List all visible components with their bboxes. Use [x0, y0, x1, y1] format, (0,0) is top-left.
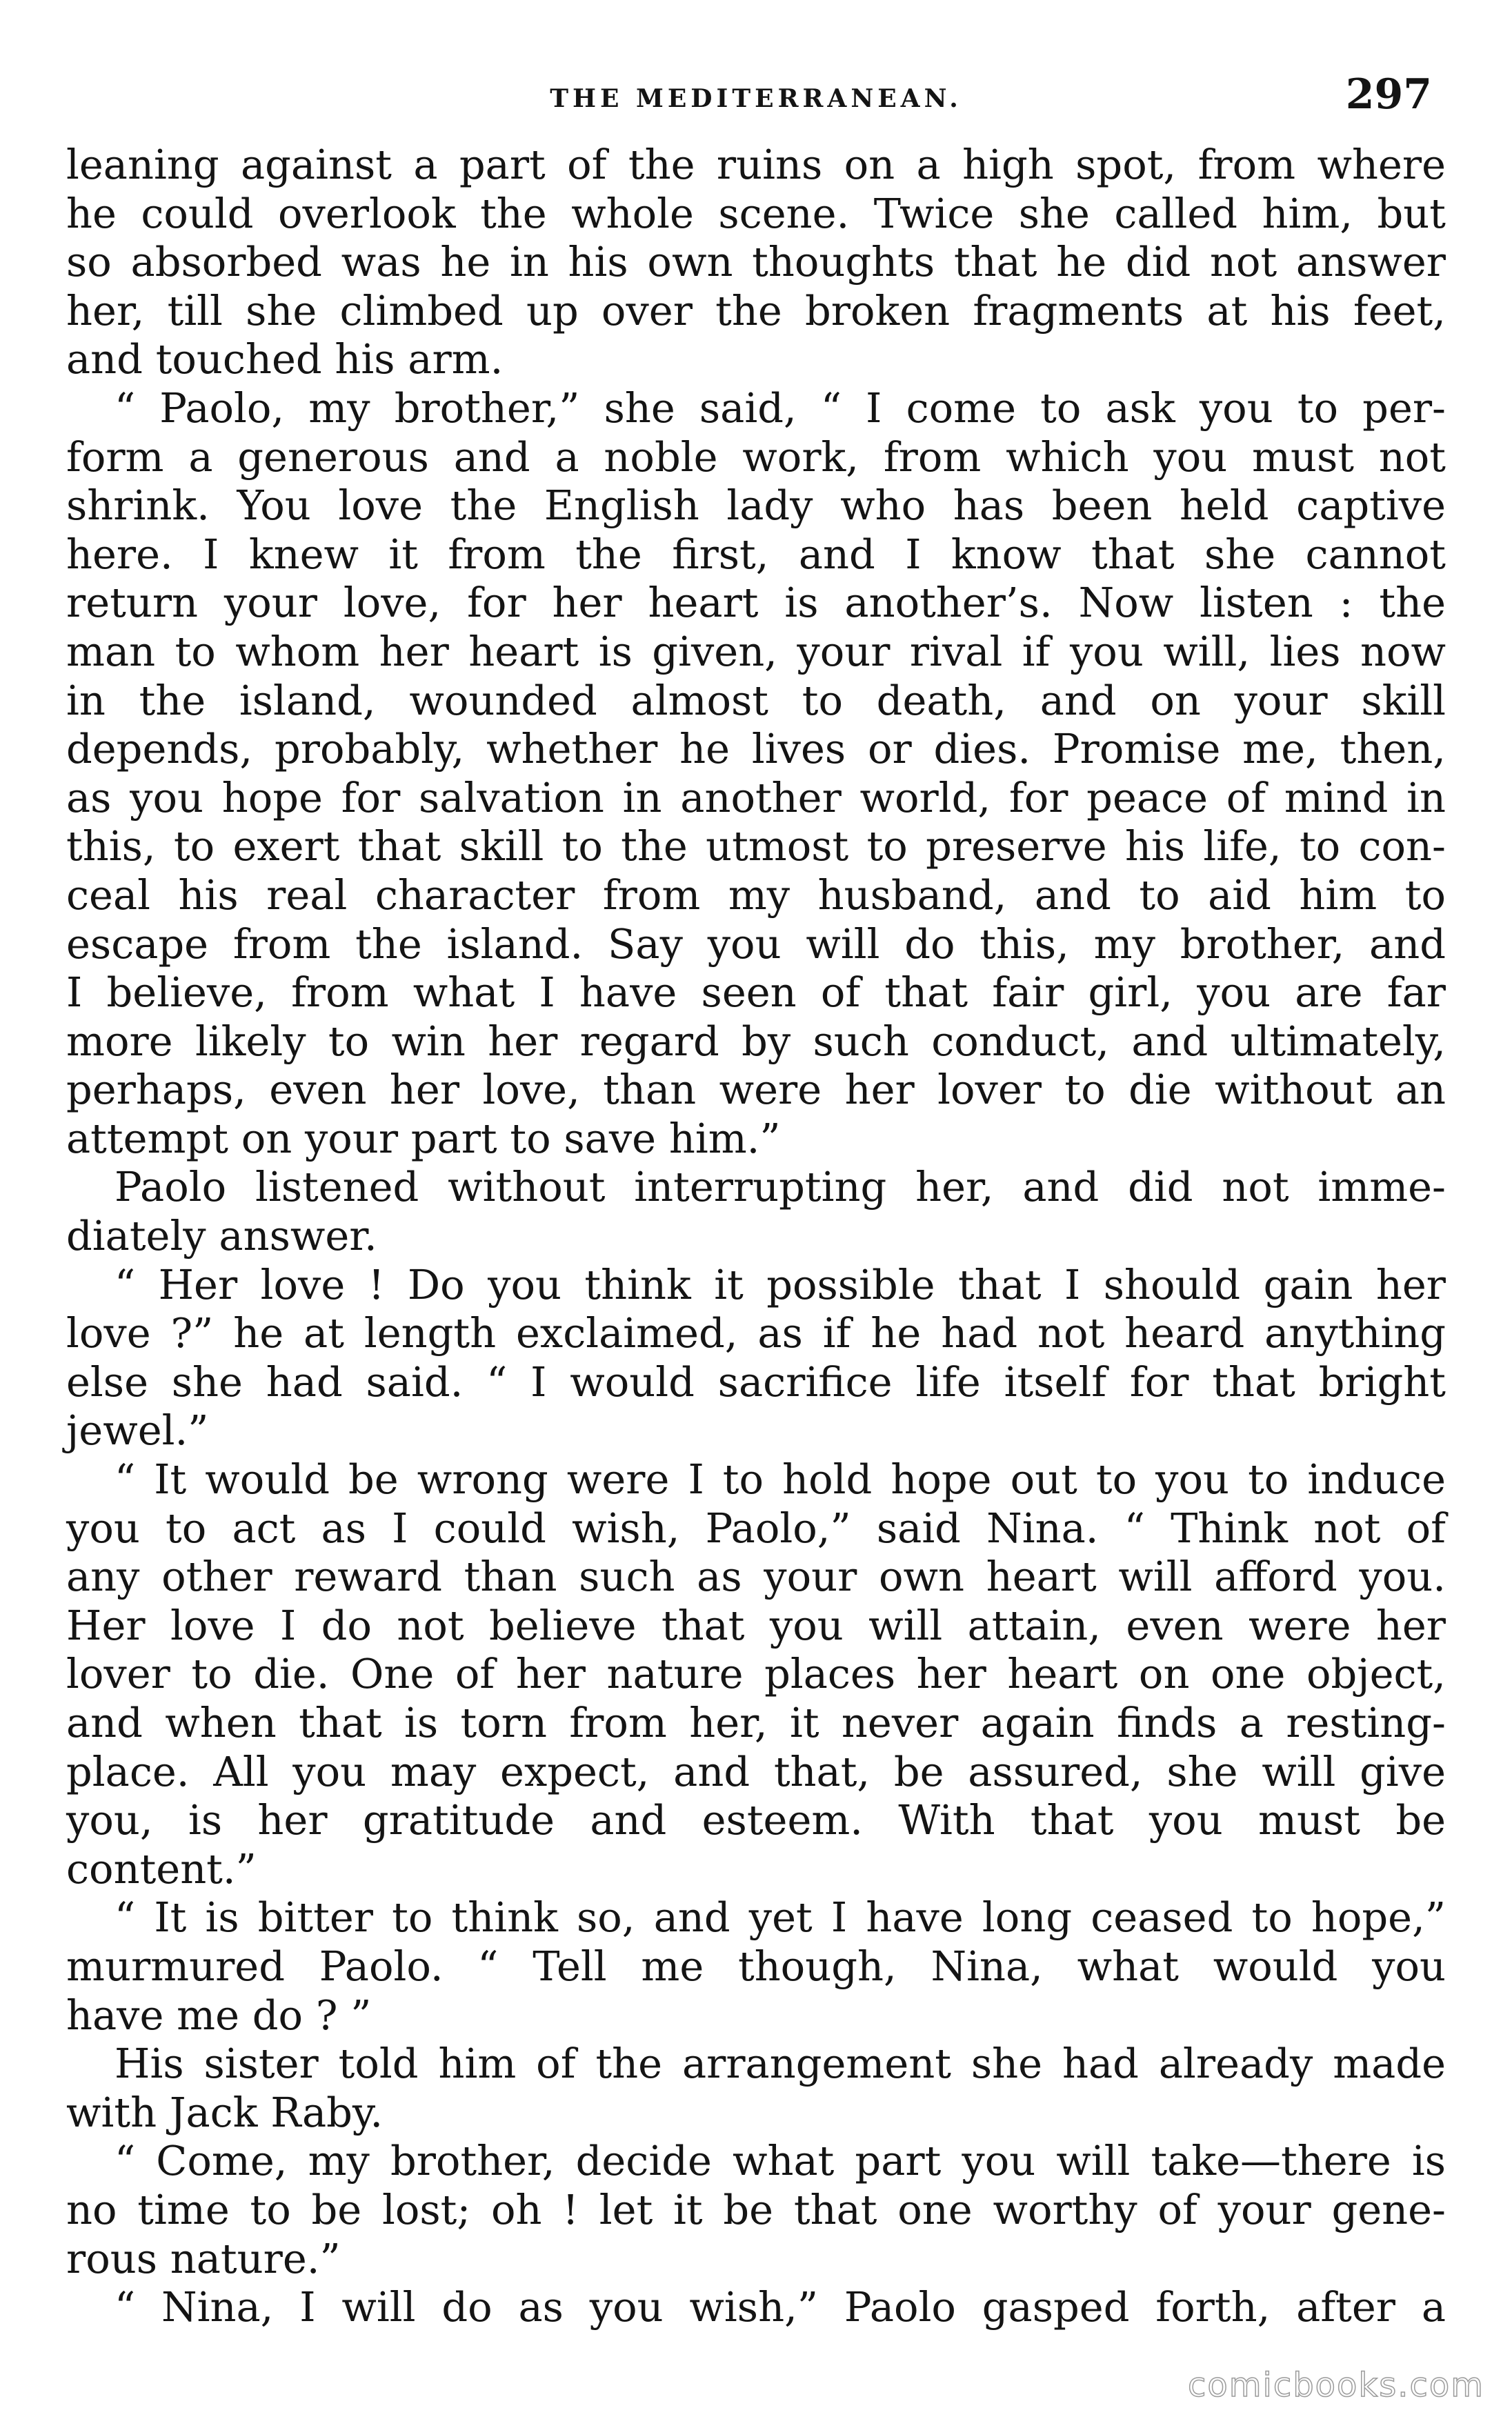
text-line: lover to die. One of her nature places her heart on one object, [66, 1650, 1446, 1698]
text-line: you, is her gratitude and esteem. With that you must be [66, 1796, 1446, 1844]
text-line: return your love, for her heart is another’s. Now listen : the [66, 579, 1446, 627]
text-line: you to act as I could wish, Paolo,” said Nina. “ Think not of [66, 1504, 1446, 1552]
text-line: content.” [66, 1844, 257, 1893]
text-line: in the island, wounded almost to death, and on your skill [66, 676, 1446, 724]
text-line: and touched his arm. [66, 335, 504, 384]
text-line: “ Her love ! Do you think it possible that I should gain her [115, 1260, 1446, 1308]
text-line: love ?” he at length exclaimed, as if he had not heard anything [66, 1309, 1446, 1357]
text-line: with Jack Raby. [66, 2088, 384, 2136]
text-line: attempt on your part to save him.” [66, 1114, 781, 1162]
text-line: no time to be lost; oh ! let it be that one worthy of your gene- [66, 2185, 1446, 2233]
text-line: murmured Paolo. “ Tell me though, Nina, what would you [66, 1942, 1446, 1990]
text-line: and when that is torn from her, it never again finds a resting- [66, 1699, 1446, 1747]
text-line: any other reward than such as your own heart will afford you. [66, 1553, 1446, 1601]
text-line: escape from the island. Say you will do this, my brother, and [66, 919, 1446, 968]
text-line: man to whom her heart is given, your rival if you will, lies now [66, 627, 1446, 675]
text-line: diately answer. [66, 1212, 377, 1260]
text-line: here. I knew it from the first, and I know that she cannot [66, 530, 1446, 578]
text-line: His sister told him of the arrangement she had already made [115, 2040, 1446, 2088]
body-text [66, 141, 1446, 2332]
text-line: rous nature.” [66, 2234, 341, 2282]
text-line: he could overlook the whole scene. Twice she called him, but [66, 189, 1446, 237]
text-line: I believe, from what I have seen of that fair girl, you are far [66, 968, 1446, 1017]
page-number: 297 [1345, 70, 1432, 119]
text-line: “ Nina, I will do as you wish,” Paolo gasped forth, after a [115, 2283, 1446, 2331]
text-line: form a generous and a noble work, from which you must not [66, 432, 1446, 481]
text-line: “ It is bitter to think so, and yet I have long ceased to hope,” [115, 1893, 1446, 1942]
text-line: jewel.” [66, 1406, 209, 1455]
text-line: this, to exert that skill to the utmost to preserve his life, to con- [66, 822, 1446, 870]
text-line: depends, probably, whether he lives or dies. Promise me, then, [66, 725, 1446, 773]
text-line: shrink. You love the English lady who has been held captive [66, 481, 1446, 530]
text-line: “ Come, my brother, decide what part you will take—there is [115, 2137, 1446, 2185]
text-line: as you hope for salvation in another world, for peace of mind in [66, 773, 1446, 822]
running-title: THE MEDITERRANEAN. [550, 84, 962, 113]
running-head [66, 66, 1446, 128]
text-line: ceal his real character from my husband, and to aid him to [66, 870, 1446, 919]
text-line: her, till she climbed up over the broken fragments at his feet, [66, 286, 1446, 335]
watermark: comicbooks.com [1187, 2366, 1484, 2405]
text-line: perhaps, even her love, than were her lover to die without an [66, 1066, 1446, 1114]
text-line: more likely to win her regard by such conduct, and ultimately, [66, 1017, 1446, 1065]
text-line: “ It would be wrong were I to hold hope out to you to induce [115, 1455, 1446, 1504]
text-line: else she had said. “ I would sacrifice life itself for that bright [66, 1357, 1446, 1406]
text-line: so absorbed was he in his own thoughts that he did not answer [66, 238, 1446, 286]
text-line: Paolo listened without interrupting her, and did not imme- [115, 1163, 1446, 1211]
text-line: “ Paolo, my brother,” she said, “ I come to ask you to per- [115, 384, 1446, 432]
text-line: Her love I do not believe that you will attain, even were her [66, 1601, 1446, 1649]
text-line: leaning against a part of the ruins on a high spot, from where [66, 141, 1446, 188]
text-line: place. All you may expect, and that, be assured, she will give [66, 1747, 1446, 1795]
text-line: have me do ? ” [66, 1991, 372, 2039]
